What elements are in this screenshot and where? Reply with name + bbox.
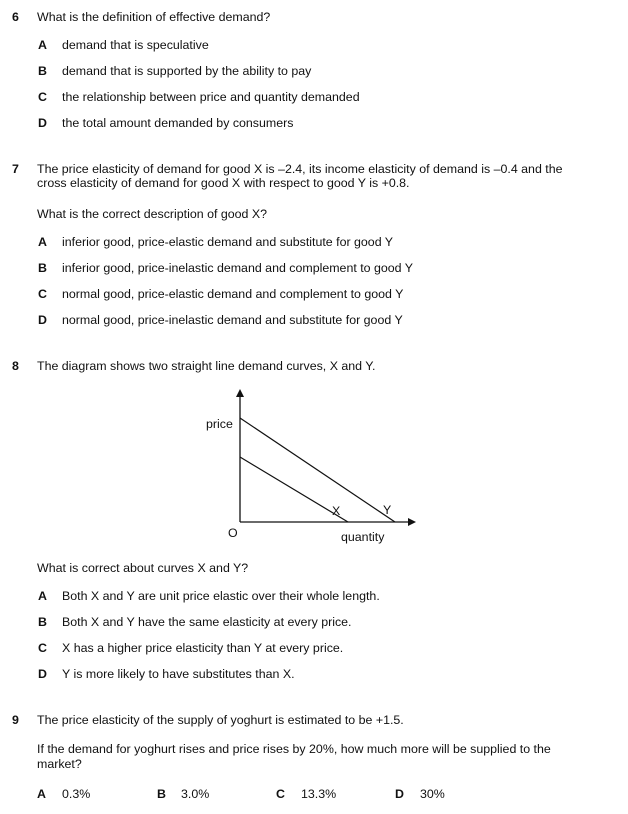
quantity-axis-label: quantity [341,530,385,544]
option-text-a: inferior good, price-elastic demand and substitute for good Y [62,235,394,249]
demand-curves-diagram [190,385,430,550]
curve-y-label: Y [383,503,392,517]
option-text-b: Both X and Y have the same elasticity at every price. [62,615,352,629]
option-letter-a: A [38,235,47,249]
question-stem: What is the definition of effective demand? [37,10,271,24]
question-prompt: What is the correct description of good X? [37,207,268,221]
option-text-b: inferior good, price-inelastic demand and complement to good Y [62,261,414,275]
option-letter-a: A [38,589,47,603]
option-text-d: the total amount demanded by consumers [62,116,294,130]
option-letter-a: A [38,38,47,52]
question-number: 9 [12,713,19,727]
option-text-a: Both X and Y are unit price elastic over their whole length. [62,589,380,603]
option-letter-a: A [37,787,46,801]
question-stem: The price elasticity of the supply of yoghurt is estimated to be +1.5. [37,713,404,727]
option-text-d: Y is more likely to have substitutes than X. [62,667,295,681]
option-text-d: normal good, price-inelastic demand and substitute for good Y [62,313,403,327]
option-text-b: 3.0% [181,787,210,801]
option-text-b: demand that is supported by the ability to pay [62,64,312,78]
option-text-a: 0.3% [62,787,91,801]
option-letter-c: C [276,787,285,801]
option-letter-b: B [38,261,47,275]
question-prompt-line-2: market? [37,757,82,771]
option-text-c: normal good, price-elastic demand and complement to good Y [62,287,404,301]
option-letter-d: D [395,787,404,801]
option-letter-d: D [38,667,47,681]
question-prompt-line-1: If the demand for yoghurt rises and price rises by 20%, how much more will be supplied to the [37,742,551,756]
option-letter-d: D [38,116,47,130]
option-letter-b: B [157,787,166,801]
demand-curve-y [240,418,395,522]
option-letter-c: C [38,641,47,655]
question-stem-line-1: The price elasticity of demand for good X is –2.4, its income elasticity of demand is –0.4 and the [37,162,563,176]
price-axis-label: price [206,417,233,431]
option-letter-b: B [38,64,47,78]
curve-x-label: X [332,504,341,518]
origin-label: O [228,526,238,540]
option-text-c: X has a higher price elasticity than Y at every price. [62,641,344,655]
option-letter-c: C [38,287,47,301]
option-text-a: demand that is speculative [62,38,209,52]
option-text-d: 30% [420,787,445,801]
option-text-c: 13.3% [301,787,337,801]
question-stem-line-2: cross elasticity of demand for good X with respect to good Y is +0.8. [37,176,410,190]
question-number: 8 [12,359,19,373]
question-number: 7 [12,162,19,176]
option-letter-d: D [38,313,47,327]
option-text-c: the relationship between price and quantity demanded [62,90,360,104]
question-prompt: What is correct about curves X and Y? [37,561,249,575]
question-stem: The diagram shows two straight line demand curves, X and Y. [37,359,376,373]
option-letter-c: C [38,90,47,104]
question-number: 6 [12,10,19,24]
option-letter-b: B [38,615,47,629]
